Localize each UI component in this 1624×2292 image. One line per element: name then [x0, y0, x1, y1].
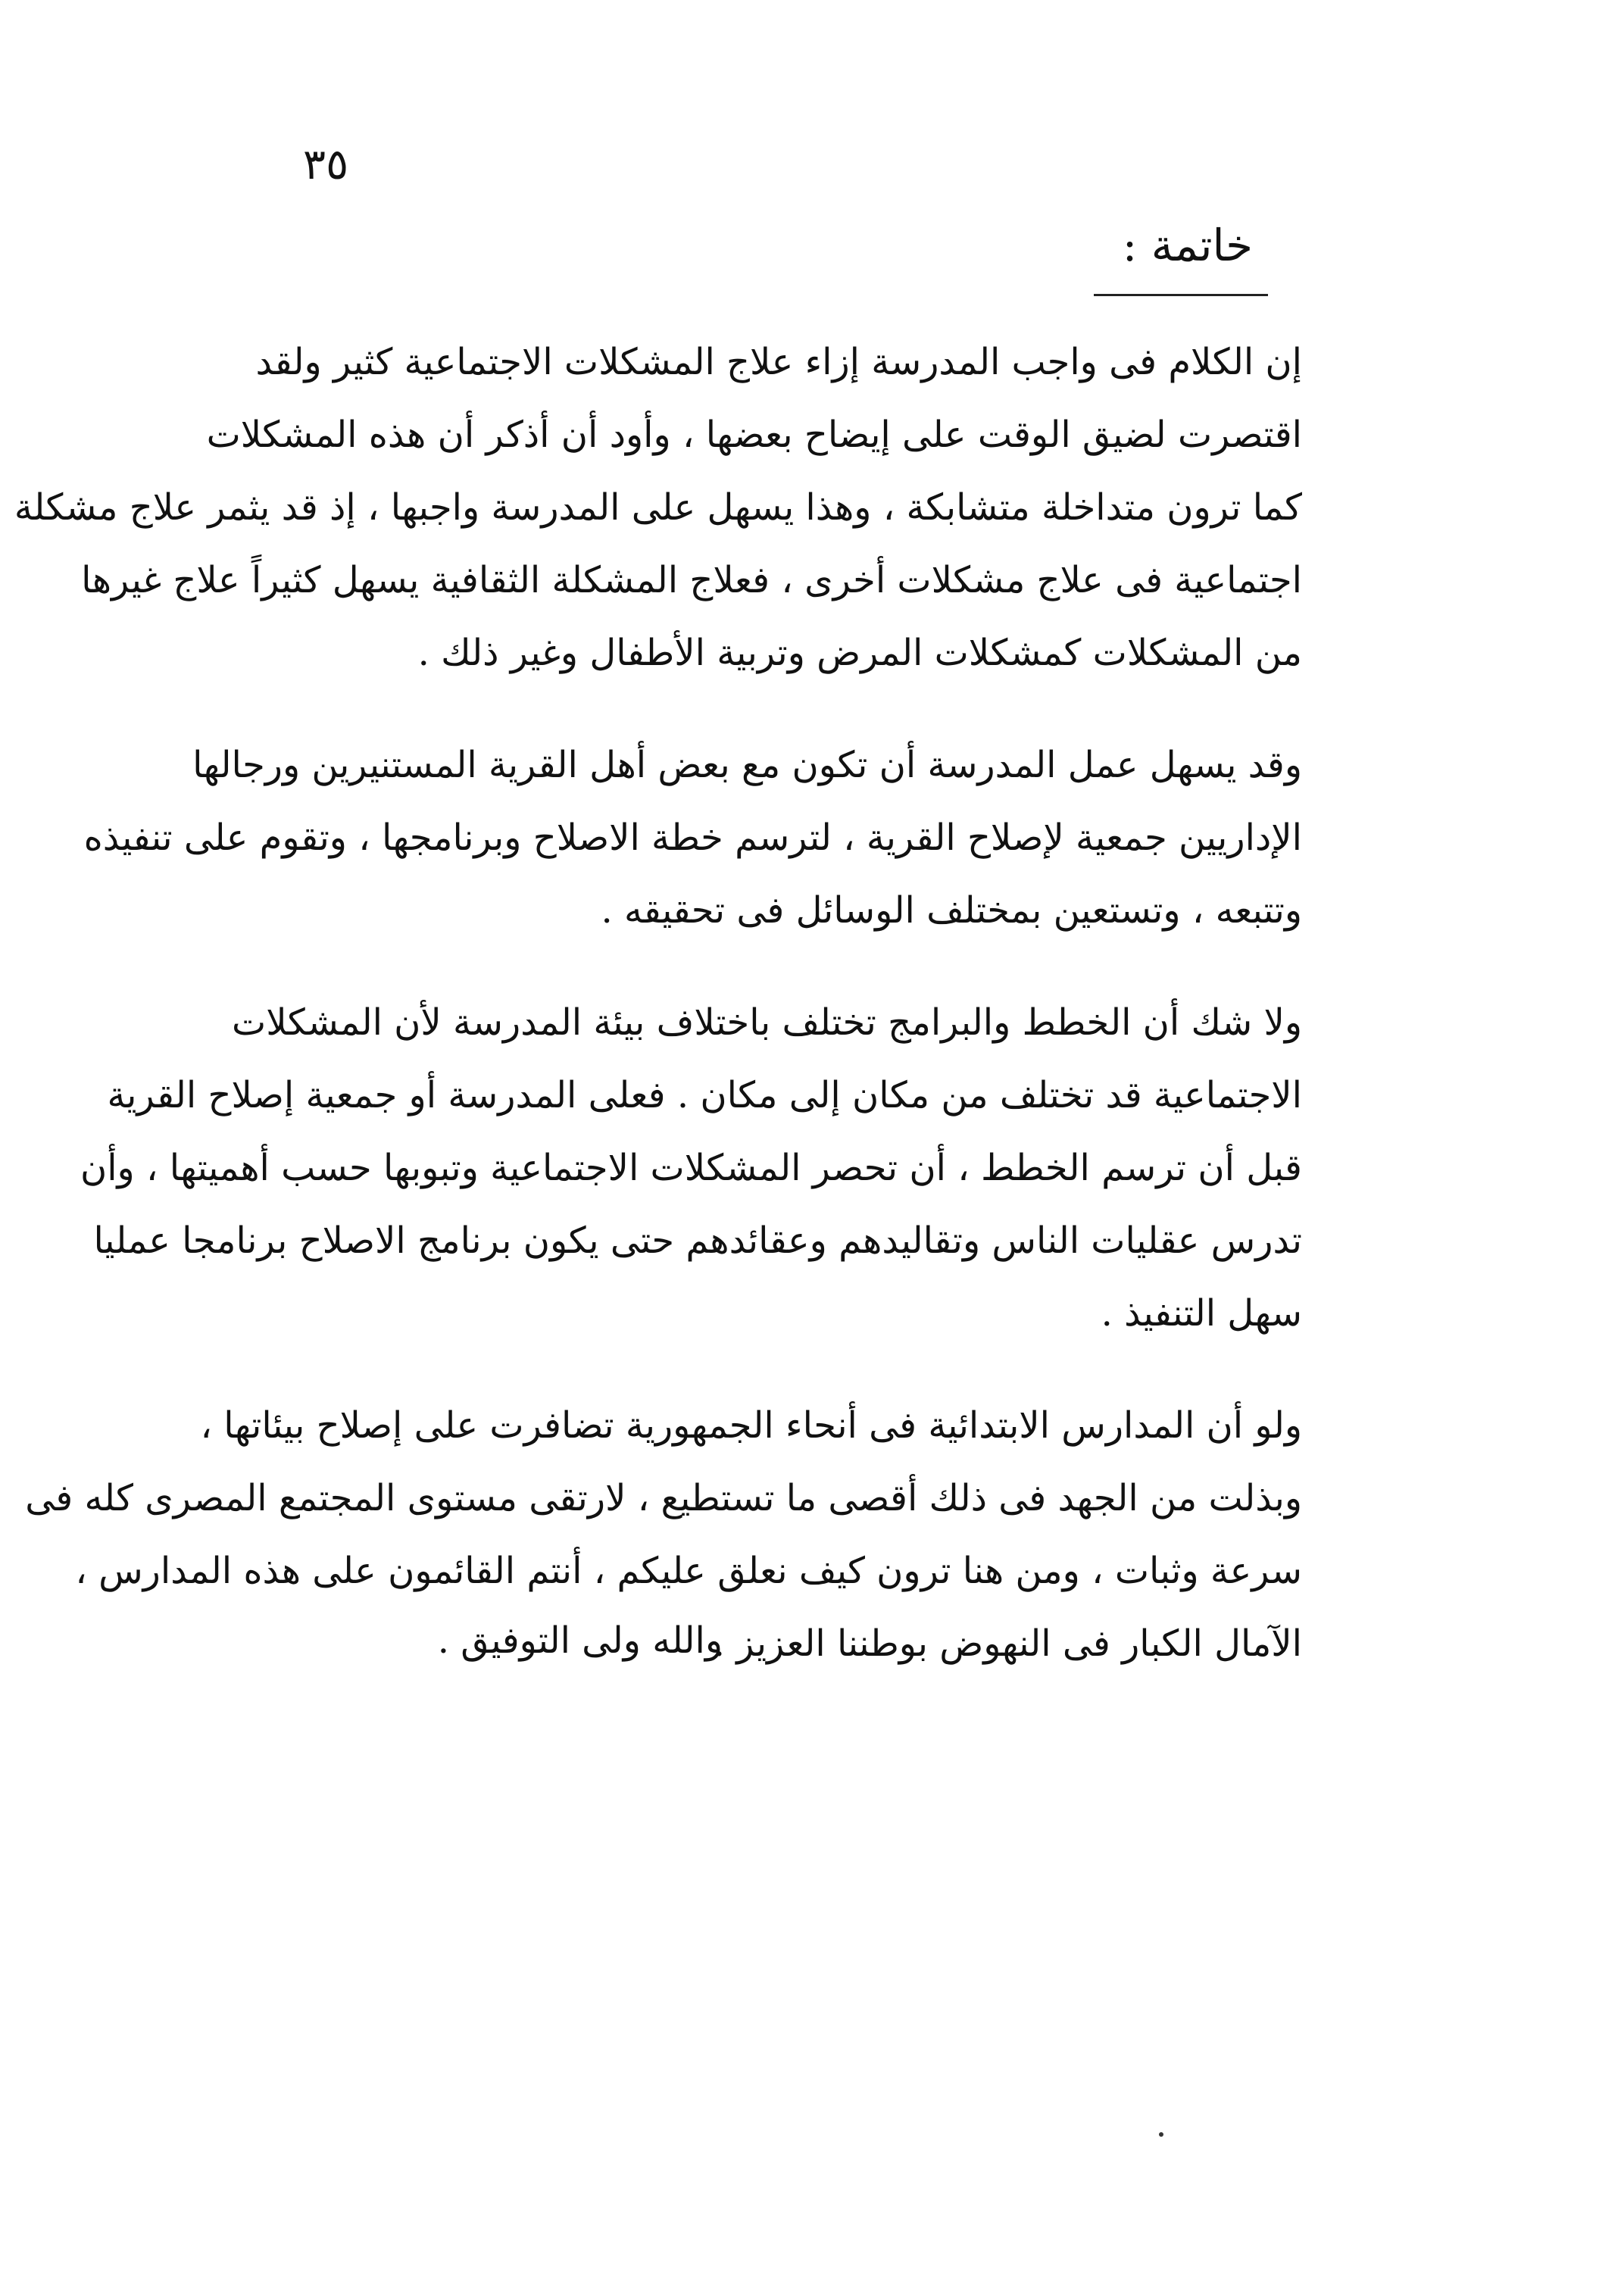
paragraph-3: [80, 986, 1302, 1350]
page-number: ٣٥: [303, 140, 349, 189]
text-line: وبذلت من الجهد فى ذلك أقصى ما تستطيع ، لارتقى مستوى المجتمع المصرى كله فى: [25, 1477, 1302, 1519]
text-line: سرعة وثبات ، ومن هنا ترون كيف نعلق عليكم ، أنتم القائمون على هذه المدارس ،: [75, 1550, 1302, 1592]
text-line: ولو أن المدارس الابتدائية فى أنحاء الجمهورية تضافرت على إصلاح بيئاتها ،: [200, 1404, 1302, 1447]
text-line: وقد يسهل عمل المدرسة أن تكون مع بعض أهل القرية المستنيرين ورجالها: [192, 744, 1302, 786]
paragraph-1: [14, 326, 1302, 689]
text-line: الاجتماعية قد تختلف من مكان إلى مكان . فعلى المدرسة أو جمعية إصلاح القرية: [107, 1074, 1302, 1116]
text-line: الآمال الكبار فى النهوض بوطننا العزيز .: [713, 1622, 1302, 1665]
text-line: من المشكلات كمشكلات المرض وتربية الأطفال وغير ذلك .: [417, 632, 1302, 674]
text-line: اقتصرت لضيق الوقت على إيضاح بعضها ، وأود أن أذكر أن هذه المشكلات: [206, 414, 1302, 456]
heading-underline: [1094, 294, 1268, 296]
text-line: وتتبعه ، وتستعين بمختلف الوسائل فى تحقيقه .: [601, 889, 1302, 932]
text-line: الإداريين جمعية لإصلاح القرية ، لترسم خطة الاصلاح وبرنامجها ، وتقوم على تنفيذه: [83, 817, 1302, 859]
text-line: ولا شك أن الخطط والبرامج تختلف باختلاف بيئة المدرسة لأن المشكلات: [232, 1001, 1302, 1044]
text-line: سهل التنفيذ .: [1101, 1292, 1302, 1335]
section-heading: خاتمة :: [1122, 220, 1253, 271]
text-line: تدرس عقليات الناس وتقاليدهم وعقائدهم حتى يكون برنامج الاصلاح برنامجا عمليا: [93, 1219, 1302, 1262]
ink-dot: [1159, 2132, 1163, 2137]
text-line: إن الكلام فى واجب المدرسة إزاء علاج المشكلات الاجتماعية كثير ولقد: [255, 341, 1302, 383]
closing-line: والله ولى التوفيق .: [437, 1619, 723, 1662]
body-text: [14, 326, 1302, 1719]
paragraph-2: [83, 729, 1302, 947]
text-line: اجتماعية فى علاج مشكلات أخرى ، فعلاج المشكلة الثقافية يسهل كثيراً علاج غيرها: [81, 559, 1302, 601]
text-line: كما ترون متداخلة متشابكة ، وهذا يسهل على المدرسة واجبها ، إذ قد يثمر علاج مشكلة: [14, 486, 1302, 529]
text-line: قبل أن ترسم الخطط ، أن تحصر المشكلات الاجتماعية وتبوبها حسب أهميتها ، وأن: [80, 1147, 1302, 1189]
